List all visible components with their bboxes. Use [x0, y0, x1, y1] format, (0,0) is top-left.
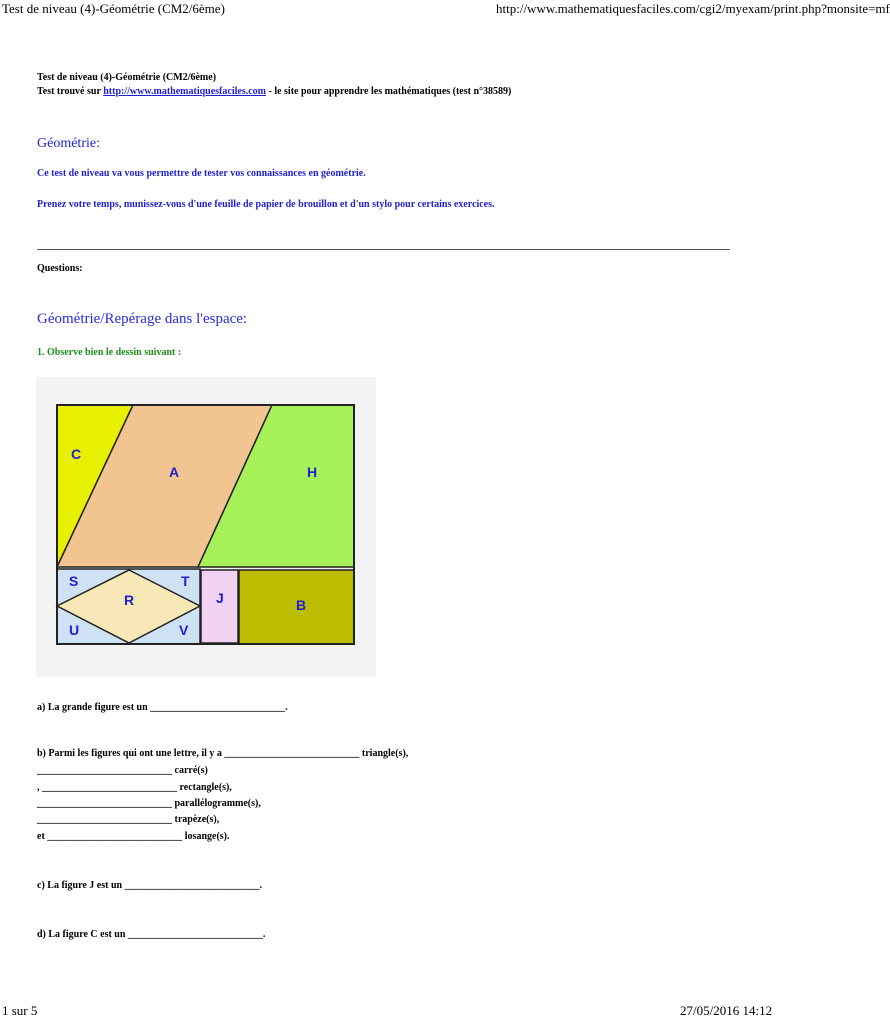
- test-title: Test de niveau (4)-Géométrie (CM2/6ème): [37, 72, 217, 83]
- description-1: Ce test de niveau va vous permettre de tester vos connaissances en géométrie.: [37, 168, 366, 179]
- question-c: c) La figure J est un ___________________________.: [37, 880, 263, 891]
- question-b-line-2: ___________________________ carré(s): [37, 765, 208, 776]
- question-b-line-6: et ___________________________ losange(s).: [37, 831, 230, 842]
- geometry-figure-svg: [36, 377, 376, 677]
- description-2: Prenez votre temps, munissez-vous d'une feuille de papier de brouillon et d'un stylo pour certains exercices.: [37, 199, 495, 210]
- test-source-suffix: - le site pour apprendre les mathématiques (test n°38589): [265, 86, 512, 97]
- question-1-label: 1. Observe bien le dessin suivant :: [37, 347, 182, 358]
- question-b-line-4: ___________________________ parallélogramme(s),: [37, 798, 261, 809]
- print-header-url: http://www.mathematiquesfaciles.com/cgi2/myexam/print.php?monsite=mf: [496, 1, 890, 16]
- section-title: Géométrie:: [37, 136, 100, 151]
- label-r: R: [124, 592, 135, 608]
- label-h: H: [307, 464, 318, 480]
- label-v: V: [179, 622, 189, 638]
- horizontal-divider: [37, 249, 730, 250]
- label-j: J: [216, 590, 224, 606]
- geometry-figure: [36, 377, 376, 677]
- label-s: S: [69, 573, 79, 589]
- test-source-line: [37, 86, 511, 97]
- label-b: B: [296, 597, 307, 613]
- site-link[interactable]: http://www.mathematiquesfaciles.com: [103, 86, 266, 97]
- questions-label: Questions:: [37, 263, 83, 274]
- label-a: A: [169, 464, 180, 480]
- label-c: C: [71, 446, 82, 462]
- print-footer-datetime: 27/05/2016 14:12: [680, 1003, 773, 1018]
- question-d: d) La figure C est un ___________________________.: [37, 929, 266, 940]
- subsection-title: Géométrie/Repérage dans l'espace:: [37, 311, 248, 327]
- shape-j: [201, 570, 238, 643]
- test-source-prefix: Test trouvé sur: [37, 86, 104, 97]
- question-b-line-3: , ___________________________ rectangle(s),: [37, 782, 232, 793]
- label-t: T: [181, 573, 190, 589]
- print-footer-page: 1 sur 5: [2, 1003, 38, 1018]
- question-b-line-5: ___________________________ trapèze(s),: [37, 814, 220, 825]
- question-a: a) La grande figure est un ___________________________.: [37, 702, 288, 713]
- label-u: U: [69, 622, 80, 638]
- question-b-line-1: b) Parmi les figures qui ont une lettre, il y a ___________________________ triangle(s),: [37, 748, 409, 759]
- print-header-title: Test de niveau (4)-Géométrie (CM2/6ème): [2, 1, 225, 16]
